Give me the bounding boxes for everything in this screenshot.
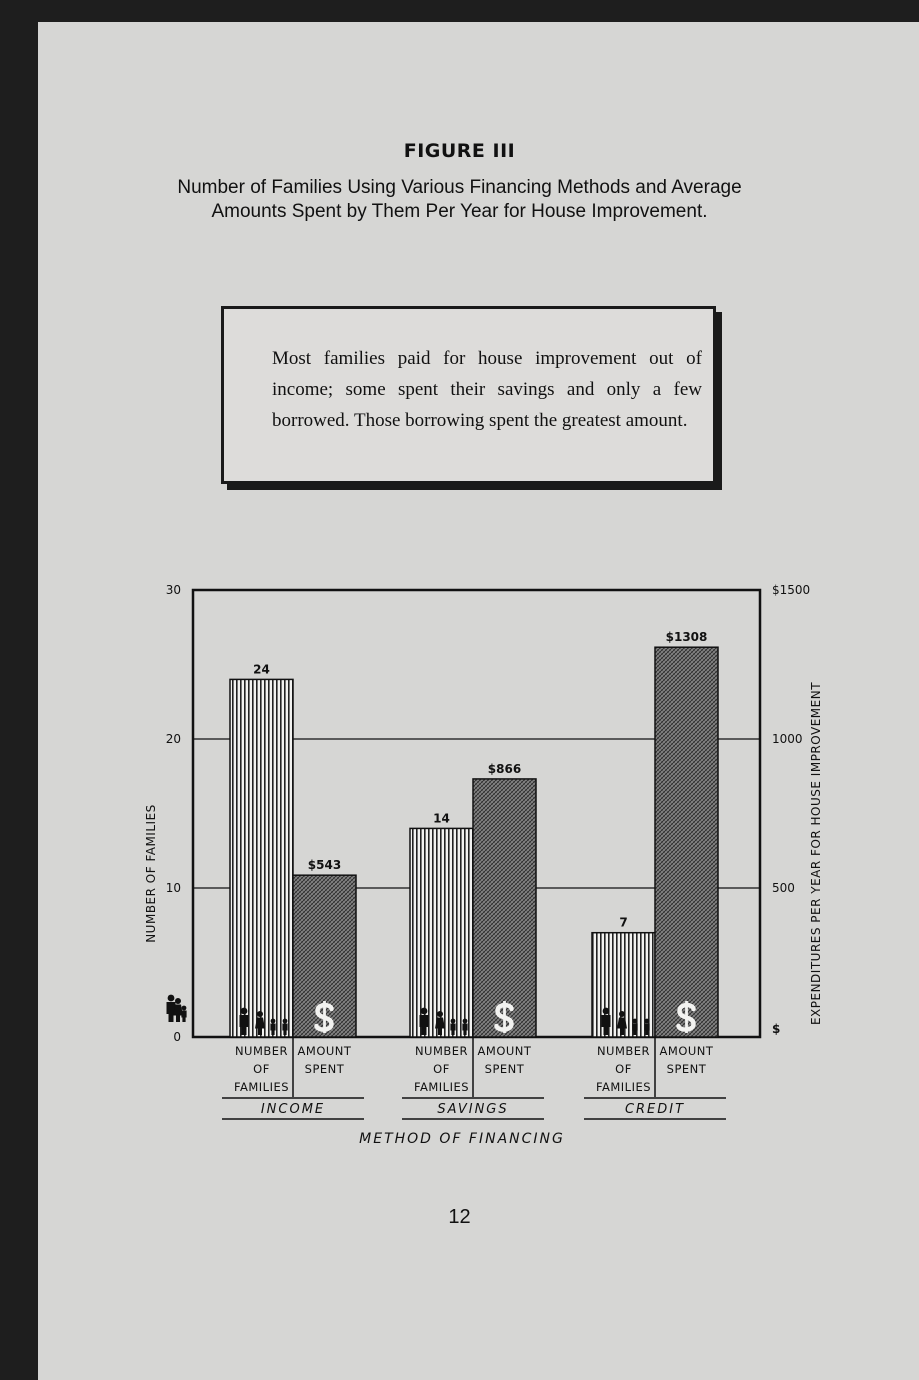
caption-line-2: Amounts Spent by Them Per Year for House Improvement.: [211, 201, 708, 222]
callout-text: Most families paid for house improvement out of income; some spent their savings and only a few borrowed. Those borrowing spent the greatest amount.: [272, 348, 702, 431]
family-icon-axis: [181, 1006, 186, 1022]
bar-label-families: 14: [433, 811, 450, 826]
subcategory-label: SPENT: [304, 1062, 345, 1076]
y2-tick-label: $1500: [772, 583, 811, 597]
bar-families-income: [230, 679, 293, 1037]
category-label-credit: CREDIT: [624, 1102, 686, 1117]
subcategory-label: OF: [253, 1062, 270, 1076]
bar-label-amount: $866: [487, 761, 522, 776]
bar-amount-savings: [473, 779, 536, 1037]
category-label-savings: SAVINGS: [437, 1102, 509, 1117]
subcategory-label: NUMBER: [596, 1044, 651, 1058]
subcategory-label: FAMILIES: [233, 1080, 290, 1094]
subcategory-label: OF: [433, 1062, 450, 1076]
y-tick-label: 10: [165, 881, 181, 895]
family-icon-axis: [167, 995, 176, 1022]
y2-tick-label: 500: [772, 881, 795, 895]
subcategory-label: SPENT: [484, 1062, 525, 1076]
subcategory-label: SPENT: [666, 1062, 707, 1076]
y-tick-label: 30: [165, 583, 181, 597]
caption-line-1: Number of Families Using Various Financing Methods and Average: [177, 177, 742, 198]
subcategory-label: NUMBER: [414, 1044, 469, 1058]
subcategory-label: NUMBER: [234, 1044, 289, 1058]
bar-families-savings: [410, 828, 473, 1037]
subcategory-label: AMOUNT: [659, 1044, 714, 1058]
subcategory-label: AMOUNT: [297, 1044, 352, 1058]
bar-amount-credit: [655, 647, 718, 1037]
y2-axis-title: EXPENDITURES PER YEAR FOR HOUSE IMPROVEMENT: [809, 681, 823, 1026]
y-tick-label: 20: [165, 732, 181, 746]
x-axis-title: METHOD OF FINANCING: [359, 1131, 565, 1147]
page-number: 12: [448, 1206, 471, 1228]
y2-zero-symbol: $: [772, 1022, 781, 1036]
category-label-income: INCOME: [260, 1102, 326, 1117]
y-tick-label: 0: [173, 1030, 181, 1044]
subcategory-label: OF: [615, 1062, 632, 1076]
bar-label-families: 24: [253, 662, 270, 677]
subcategory-label: FAMILIES: [413, 1080, 470, 1094]
family-icon-axis: [173, 998, 183, 1022]
figure-title: FIGURE III: [403, 140, 516, 162]
bar-label-amount: $543: [307, 858, 342, 873]
subcategory-label: FAMILIES: [595, 1080, 652, 1094]
y2-tick-label: 1000: [772, 732, 803, 746]
subcategory-label: AMOUNT: [477, 1044, 532, 1058]
bar-label-families: 7: [619, 915, 628, 930]
y-axis-title: NUMBER OF FAMILIES: [144, 804, 158, 943]
bar-label-amount: $1308: [665, 630, 708, 645]
